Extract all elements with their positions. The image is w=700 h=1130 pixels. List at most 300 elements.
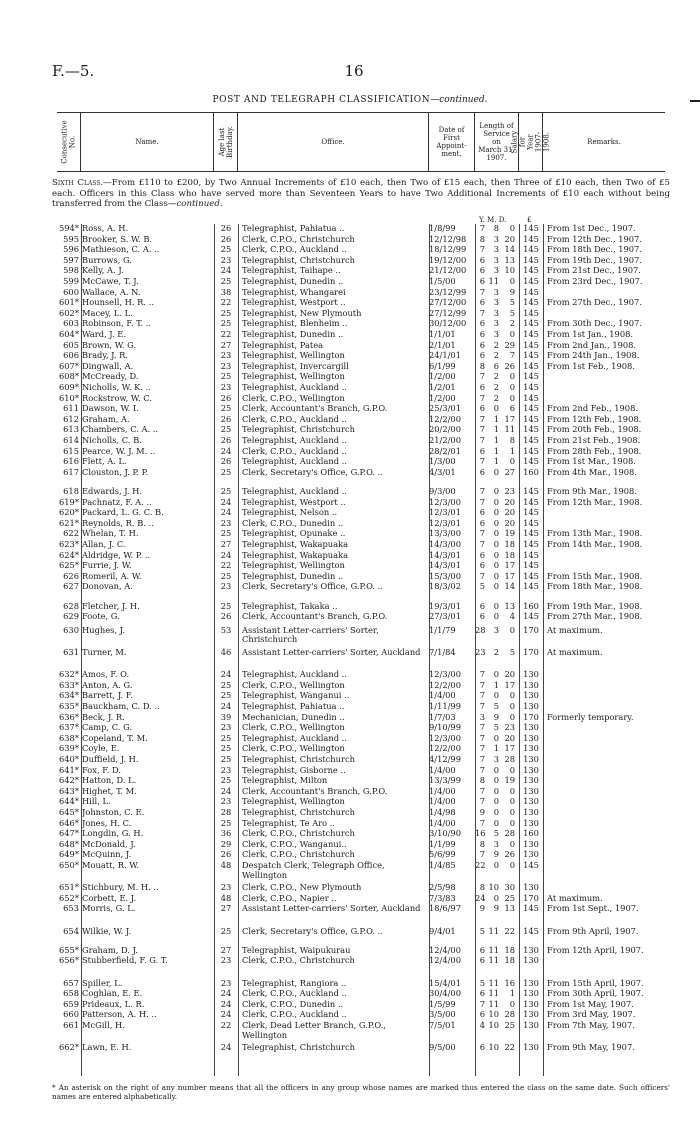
cell-date: 3/5/00 [429,1009,456,1020]
cell-d: 18 [504,955,515,966]
cell-age: 23 [220,955,232,966]
cell-y: 7 [479,701,485,711]
cell-date: 25/3/01 [429,403,461,414]
cell-d: 9 [509,286,515,297]
cell-date: 2/1/01 [429,339,456,350]
cell-name: McCawe, T. J. [82,276,139,286]
cell-date: 1/8/99 [429,223,456,233]
cell-office: Telegraphist, Te Aro .. [242,817,336,828]
cell-age: 25 [220,403,232,414]
cell-date: 27/12/99 [429,307,467,318]
cell-no: 601* [59,297,79,308]
cell-salary: 130 [523,722,539,733]
cell-office: Clerk, Accountant's Branch, G.P.O. [242,403,388,414]
cell-no: 649* [59,849,79,860]
cell-y: 6 [479,600,485,611]
cell-salary: 145 [523,413,539,424]
cell-y: 6 [479,276,485,286]
cell-age: 38 [220,286,232,297]
col-name-label: Name. [135,138,159,146]
cell-remarks: From 14th Mar., 1908. [547,539,643,549]
cell-y: 6 [479,560,485,571]
section-text: —From £110 to £200, by Two Annual Increments of £10 each, then Two of £15 each, then Three of £10 each, then Two of £5 each. Officers in this Class who have served more than Seventeen Years to have Two Additional Increments of £10 each without being transferred from the Class [52,178,670,209]
cell-no: 662* [59,1042,79,1053]
cell-date: 1/1/01 [429,329,456,339]
cell-y: 4 [479,1020,485,1030]
cell-d: 14 [504,581,515,592]
cell-salary: 130 [523,1042,539,1053]
cell-no: 638* [59,732,79,743]
cell-no: 661 [63,1020,79,1030]
cell-office: Telegraphist, Invercargill [242,360,349,371]
cell-remarks: At maximum. [547,892,603,903]
cell-salary: 130 [523,988,539,999]
col-salary [510,113,551,171]
cell-age: 23 [220,382,232,392]
cell-age: 24 [220,998,232,1009]
cell-no: 611 [63,403,79,414]
cell-no: 640* [59,754,79,764]
cell-salary: 130 [523,796,539,807]
cell-remarks: From 1st Dec., 1907. [547,223,636,233]
cell-m: 0 [493,507,499,518]
cell-m: 3 [493,233,499,244]
cell-date: 12/12/98 [429,233,467,244]
cell-no: 598 [63,265,79,276]
cell-m: 1 [493,435,499,445]
cell-d: 0 [509,701,515,711]
cell-office: Telegraphist, New Plymouth [242,307,362,318]
units-pound: £ [527,216,532,224]
cell-date: 13/3/99 [429,775,461,786]
cell-y: 5 [479,581,485,592]
cell-office: Clerk, C.P.O., New Plymouth [242,882,362,893]
cell-date: 6/1/99 [429,360,456,371]
cell-name: Mathieson, C. A. .. [82,244,160,255]
cell-name: Flett, A. L. [82,456,127,467]
cell-name: Edwards, J. H. [82,486,143,496]
cell-m: 3 [493,254,499,265]
cell-d: 20 [504,517,515,528]
page-ref: F.—5. [52,62,95,80]
cell-no: 621* [59,517,79,528]
cell-office: Telegraphist, Dunedin .. [242,570,344,581]
cell-d: 0 [509,456,515,467]
col-age-label: Age last Birthday. [217,126,234,158]
cell-office: Clerk, C.P.O., Auckland .. [242,1009,347,1020]
cell-no: 635* [59,701,79,711]
cell-salary: 145 [523,265,539,276]
cell-y: 6 [479,988,485,999]
cell-office: Telegraphist, Wellington [242,350,345,361]
cell-office: Telegraphist, Opunake .. [242,528,346,539]
cell-date: 12/4/00 [429,955,461,966]
cell-y: 7 [479,424,485,435]
cell-office: Clerk, C.P.O., Auckland .. [242,413,347,424]
cell-y: 9 [479,807,485,817]
cell-d: 26 [504,849,515,860]
cell-m: 5 [493,701,499,711]
cell-date: 1/7/03 [429,711,456,722]
cell-no: 652* [59,892,79,903]
cell-d: 0 [509,838,515,849]
cell-m: 10 [488,1020,499,1030]
cell-no: 594* [59,223,79,233]
cell-m: 3 [493,244,499,255]
cell-name: Coyle, E. [82,743,120,754]
cell-salary: 130 [523,977,539,988]
cell-name: Clouston, J. P. P. [82,466,149,477]
cell-y: 6 [479,382,485,392]
cell-d: 30 [504,882,515,893]
cell-date: 12/3/00 [429,732,461,743]
cell-no: 655* [59,944,79,955]
cell-m: 0 [493,732,499,743]
cell-age: 53 [220,624,232,635]
cell-no: 650* [59,860,79,870]
cell-date: 1/5/00 [429,276,456,286]
cell-name: Whelan, T. H. [82,528,139,539]
cell-date: 18/12/99 [429,244,467,255]
cell-salary: 145 [523,549,539,560]
cell-d: 18 [504,549,515,560]
cell-no: 610* [59,392,79,403]
cell-name: Wallace, A. N. [82,286,141,297]
cell-age: 24 [220,445,232,456]
cell-m: 11 [488,998,499,1009]
cell-no: 646* [59,817,79,828]
cell-name: Mouatt, R. W. [82,860,139,870]
cell-d: 20 [504,732,515,743]
cell-d: 20 [504,669,515,680]
cell-date: 18/6/97 [429,903,461,914]
cell-d: 22 [504,925,515,936]
cell-age: 25 [220,486,232,496]
cell-m: 0 [493,600,499,611]
cell-remarks: From 12th Feb., 1908. [547,413,642,424]
cell-date: 4/3/01 [429,466,456,477]
cell-remarks: Formerly temporary. [547,711,634,722]
cell-y: 8 [479,775,485,786]
cell-no: 618 [63,486,79,496]
cell-salary: 130 [523,1020,539,1030]
cell-date: 9/10/99 [429,722,461,733]
cell-salary: 145 [523,496,539,507]
cell-y: 7 [479,496,485,507]
cell-m: 3 [493,754,499,764]
cell-office: Telegraphist, Whangarei [242,286,346,297]
cell-date: 18/3/02 [429,581,461,592]
cell-y: 6 [479,507,485,518]
cell-remarks: From 30th April, 1907. [547,988,644,999]
cell-d: 7 [509,350,515,361]
cell-date: 1/4/00 [429,785,456,796]
cell-age: 23 [220,722,232,733]
cell-date: 7/5/01 [429,1020,456,1030]
cell-remarks: From 20th Feb., 1908. [547,424,642,435]
cell-salary: 145 [523,611,539,622]
cell-y: 16 [475,828,486,839]
cell-salary: 130 [523,807,539,817]
cell-salary: 130 [523,775,539,786]
cell-remarks: From 9th April, 1907. [547,925,639,936]
cell-salary: 145 [523,403,539,414]
cell-salary: 145 [523,223,539,233]
cell-salary: 170 [523,892,539,903]
cell-salary: 130 [523,955,539,966]
cell-no: 633* [59,679,79,690]
cell-remarks: At maximum. [547,647,603,657]
cell-m: 0 [493,466,499,477]
cell-no: 623* [59,539,79,549]
cell-y: 9 [479,903,485,914]
cell-d: 28 [504,1009,515,1020]
cell-m: 0 [493,403,499,414]
cell-y: 7 [479,413,485,424]
cell-remarks: From 1st Mar., 1908. [547,456,636,467]
cell-salary: 145 [523,276,539,286]
cell-y: 6 [479,403,485,414]
cell-office: Clerk, C.P.O., Napier .. [242,892,337,903]
cell-age: 22 [220,1020,232,1030]
cell-age: 23 [220,254,232,265]
cell-y: 5 [479,977,485,988]
cell-salary: 130 [523,817,539,828]
rule-date [475,224,476,1076]
cell-no: 595 [63,233,79,244]
cell-no: 603 [63,318,79,329]
cell-d: 17 [504,413,515,424]
cell-m: 0 [493,690,499,701]
cell-d: 0 [509,329,515,339]
cell-y: 6 [479,517,485,528]
cell-name: Highet, T. M. [82,785,137,796]
cell-office: Telegraphist, Auckland .. [242,456,347,467]
cell-salary: 145 [523,560,539,571]
cell-d: 28 [504,828,515,839]
cell-office: Clerk, C.P.O., Wellington [242,392,345,403]
cell-age: 25 [220,244,232,255]
cell-d: 25 [504,892,515,903]
cell-office: Assistant Letter-carriers' Sorter, Christchurch [242,624,379,645]
cell-salary: 170 [523,647,539,657]
cell-salary: 145 [523,424,539,435]
cell-y: 7 [479,732,485,743]
cell-name: Kelly, A. J. [82,265,124,276]
cell-d: 1 [509,445,515,456]
cell-no: 596 [63,244,79,255]
cell-name: Nicholls, W. K. .. [82,382,151,392]
cell-m: 0 [493,570,499,581]
cell-date: 12/3/00 [429,669,461,680]
cell-age: 27 [220,339,232,350]
cell-d: 0 [509,796,515,807]
cell-salary: 145 [523,286,539,297]
cell-name: Foote, G. [82,611,120,622]
cell-remarks: From 9th May, 1907. [547,1042,635,1053]
cell-date: 7/3/83 [429,892,456,903]
cell-salary: 130 [523,679,539,690]
cell-age: 25 [220,307,232,318]
cell-remarks: From 18th Dec., 1907. [547,244,642,255]
cell-name: Aldridge, W. P. .. [82,549,151,560]
cell-d: 0 [509,998,515,1009]
cell-office: Clerk, C.P.O., Dunedin .. [242,517,344,528]
cell-salary: 160 [523,828,539,839]
cell-d: 23 [504,722,515,733]
cell-date: 12/2/00 [429,413,461,424]
cell-date: 12/2/00 [429,743,461,754]
cell-remarks: From 1st May, 1907. [547,998,634,1009]
cell-salary: 145 [523,456,539,467]
cell-salary: 145 [523,318,539,329]
cell-d: 11 [504,424,515,435]
cell-remarks: From 15th April, 1907. [547,977,644,988]
cell-age: 23 [220,581,232,592]
cell-office: Clerk, Secretary's Office, G.P.O. .. [242,581,383,592]
cell-name: Furrie, J. W. [82,560,132,571]
cell-no: 628 [63,600,79,611]
cell-office: Telegraphist, Christchurch [242,424,355,435]
cell-age: 25 [220,570,232,581]
cell-age: 25 [220,528,232,539]
cell-age: 46 [220,647,232,657]
cell-age: 25 [220,679,232,690]
cell-age: 24 [220,1042,232,1053]
cell-no: 639* [59,743,79,754]
cell-age: 23 [220,796,232,807]
cell-y: 6 [479,944,485,955]
section-label: Sixth Class. [52,178,104,188]
cell-m: 3 [493,838,499,849]
cell-no: 604* [59,329,79,339]
cell-y: 7 [479,679,485,690]
cell-office: Telegraphist, Takaka .. [242,600,338,611]
cell-name: Camp, C. G. [82,722,133,733]
col-length-label: Length of Service on March 31, 1907. [478,122,515,162]
cell-office: Telegraphist, Blenheim .. [242,318,348,329]
cell-remarks: From 1st Feb., 1908. [547,360,635,371]
cell-m: 1 [493,424,499,435]
cell-d: 10 [504,265,515,276]
cell-m: 0 [493,860,499,870]
cell-no: 657 [63,977,79,988]
rule-no [81,224,82,1076]
cell-office: Telegraphist, Auckland .. [242,435,347,445]
cell-age: 25 [220,600,232,611]
cell-salary: 145 [523,860,539,870]
cell-m: 0 [493,528,499,539]
cell-m: 11 [488,276,499,286]
cell-name: Burrows, G. [82,254,132,265]
cell-y: 7 [479,456,485,467]
cell-salary: 130 [523,785,539,796]
cell-date: 1/1/99 [429,838,456,849]
cell-office: Telegraphist, Pahiatua .. [242,223,345,233]
cell-d: 0 [509,690,515,701]
cell-date: 30/4/00 [429,988,461,999]
cell-m: 0 [493,807,499,817]
cell-salary: 145 [523,360,539,371]
cell-remarks: From 7th May, 1907. [547,1020,635,1030]
section-heading [52,178,670,210]
cell-office: Telegraphist, Christchurch [242,254,355,265]
cell-date: 1/4/00 [429,764,456,775]
cell-remarks: From 13th Mar., 1908. [547,528,643,539]
col-date-label: Date of First Appoint- ment. [436,126,467,158]
cell-no: 656* [59,955,79,966]
cell-office: Telegraphist, Wakapuaka [242,539,349,549]
cell-name: Hughes, J. [82,624,125,635]
cell-remarks: From 28th Feb., 1908. [547,445,642,456]
cell-salary: 145 [523,339,539,350]
cell-d: 26 [504,360,515,371]
cell-m: 3 [493,329,499,339]
cell-date: 1/1/79 [429,624,456,635]
cell-office: Telegraphist, Christchurch [242,1042,355,1053]
rule-office [429,224,430,1076]
col-consecutive-label: Consecutive No. [60,120,77,164]
cell-office: Clerk, C.P.O., Christchurch [242,828,355,839]
cell-remarks: From 21st Dec., 1907. [547,265,641,276]
cell-salary: 160 [523,600,539,611]
cell-name: Patterson, A. H. .. [82,1009,157,1020]
cell-salary: 130 [523,690,539,701]
cell-m: 0 [493,796,499,807]
cell-name: Stubberfield, F. G. T. [82,955,168,966]
cell-no: 644* [59,796,79,807]
cell-date: 9/4/01 [429,925,456,936]
cell-no: 647* [59,828,79,839]
cell-name: Hatton, D. L. [82,775,137,786]
cell-name: McGill, H. [82,1020,125,1030]
cell-remarks: From 12th Mar., 1908. [547,496,643,507]
cell-d: 18 [504,539,515,549]
cell-m: 0 [493,785,499,796]
cell-remarks: From 21st Feb., 1908. [547,435,641,445]
cell-d: 17 [504,743,515,754]
cell-m: 0 [493,560,499,571]
cell-office: Clerk, C.P.O., Wanganui.. [242,838,347,849]
cell-no: 607* [59,360,79,371]
cell-m: 10 [488,1042,499,1053]
cell-no: 660 [63,1009,79,1020]
cell-m: 11 [488,988,499,999]
cell-y: 7 [479,371,485,382]
page-title-text: POST AND TELEGRAPH CLASSIFICATION [212,95,431,105]
cell-age: 25 [220,754,232,764]
cell-date: 7/1/84 [429,647,456,657]
cell-date: 1/2/01 [429,382,456,392]
cell-no: 625* [59,560,79,571]
cell-age: 27 [220,539,232,549]
cell-m: 9 [493,903,499,914]
cell-office: Telegraphist, Waipukurau [242,944,351,955]
cell-salary: 145 [523,581,539,592]
cell-salary: 130 [523,944,539,955]
cell-age: 26 [220,233,232,244]
cell-y: 7 [479,392,485,403]
cell-office: Clerk, C.P.O., Christchurch [242,955,355,966]
cell-date: 1/11/99 [429,701,461,711]
cell-d: 4 [509,611,515,622]
cell-age: 28 [220,807,232,817]
cell-m: 0 [493,517,499,528]
cell-date: 1/5/99 [429,998,456,1009]
rule-length [519,224,520,1076]
cell-salary: 170 [523,711,539,722]
cell-m: 3 [493,286,499,297]
